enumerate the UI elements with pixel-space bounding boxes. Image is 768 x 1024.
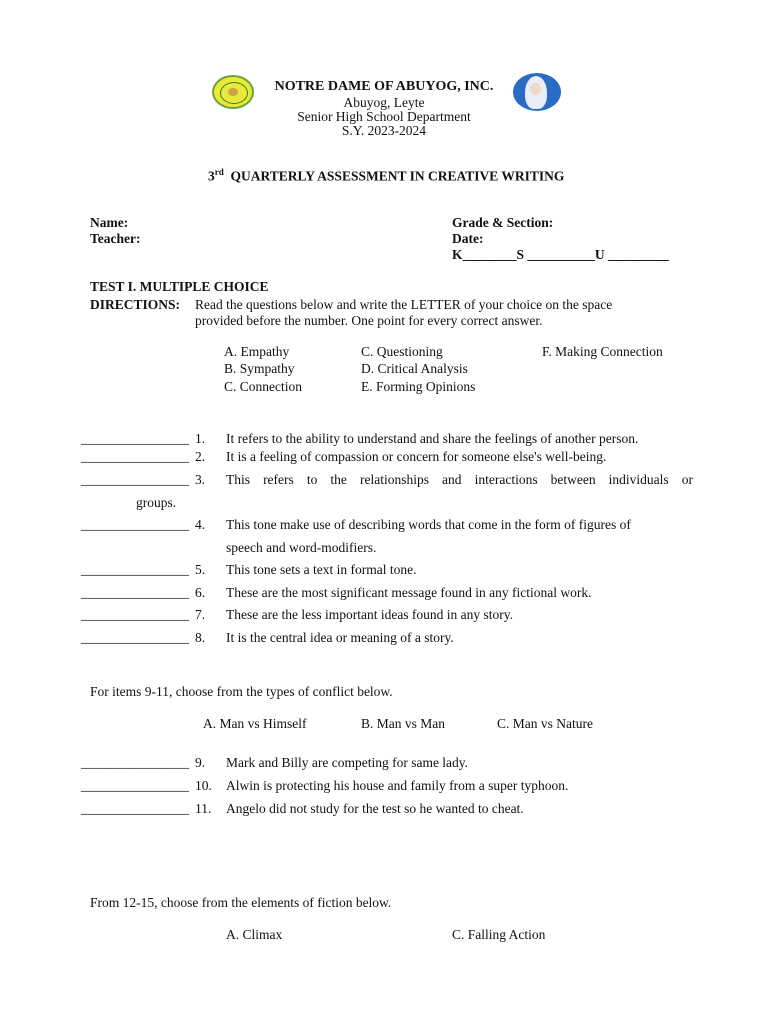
choice-c-connection: C. Connection bbox=[224, 379, 302, 394]
answer-blank[interactable]: ________________ bbox=[81, 517, 189, 532]
ksu-score-line: K________S __________U _________ bbox=[452, 247, 669, 262]
item-number: 1. bbox=[195, 431, 206, 446]
choice-f: F. Making Connection bbox=[542, 344, 663, 359]
item-question: This tone make use of describing words that come in the form of figures of bbox=[226, 517, 631, 532]
choice-c-questioning: C. Questioning bbox=[361, 344, 443, 359]
school-year: S.Y. 2023-2024 bbox=[341, 123, 427, 138]
item-number: 11. bbox=[195, 801, 212, 816]
conflict-instruction: For items 9-11, choose from the types of conflict below. bbox=[90, 684, 393, 699]
item-question: This tone sets a text in formal tone. bbox=[226, 562, 417, 577]
answer-blank[interactable]: ________________ bbox=[81, 431, 189, 446]
elements-option-a: A. Climax bbox=[226, 927, 283, 942]
conflict-option-b: B. Man vs Man bbox=[361, 716, 445, 731]
answer-blank[interactable]: ________________ bbox=[81, 801, 189, 816]
item-number: 4. bbox=[195, 517, 206, 532]
answer-blank[interactable]: ________________ bbox=[81, 585, 189, 600]
item-number: 8. bbox=[195, 630, 206, 645]
answer-blank[interactable]: ________________ bbox=[81, 472, 189, 487]
item-question: These are the less important ideas found in any story. bbox=[226, 607, 514, 622]
item-number: 9. bbox=[195, 755, 206, 770]
item-question: Angelo did not study for the test so he wanted to cheat. bbox=[226, 801, 524, 816]
item-question: Mark and Billy are competing for same lady. bbox=[226, 755, 469, 770]
answer-blank[interactable]: ________________ bbox=[81, 449, 189, 464]
conflict-option-c: C. Man vs Nature bbox=[497, 716, 593, 731]
conflict-option-a: A. Man vs Himself bbox=[203, 716, 307, 731]
item-number: 5. bbox=[195, 562, 206, 577]
elements-option-c: C. Falling Action bbox=[452, 927, 546, 942]
answer-blank[interactable]: ________________ bbox=[81, 778, 189, 793]
name-label: Name: bbox=[90, 215, 129, 230]
item-number: 2. bbox=[195, 449, 206, 464]
item-question: It is the central idea or meaning of a story. bbox=[226, 630, 454, 645]
date-label: Date: bbox=[452, 231, 484, 246]
directions-text-line1: Read the questions below and write the LETTER of your choice on the space bbox=[195, 297, 613, 312]
item-question: It is a feeling of compassion or concern for someone else's well-being. bbox=[226, 449, 607, 464]
item-number: 6. bbox=[195, 585, 206, 600]
answer-blank[interactable]: ________________ bbox=[81, 755, 189, 770]
grade-section-label: Grade & Section: bbox=[452, 215, 554, 230]
choice-b: B. Sympathy bbox=[224, 361, 295, 376]
item-question: It refers to the ability to understand and share the feelings of another person. bbox=[226, 431, 639, 446]
item-question: These are the most significant message found in any fictional work. bbox=[226, 585, 592, 600]
page-title: 3rd QUARTERLY ASSESSMENT IN CREATIVE WRITING bbox=[208, 167, 565, 184]
choice-a: A. Empathy bbox=[224, 344, 290, 359]
answer-blank[interactable]: ________________ bbox=[81, 630, 189, 645]
item-number: 3. bbox=[195, 472, 206, 487]
directions-text-line2: provided before the number. One point for every correct answer. bbox=[195, 313, 543, 328]
elements-instruction: From 12-15, choose from the elements of fiction below. bbox=[90, 895, 392, 910]
teacher-label: Teacher: bbox=[90, 231, 141, 246]
answer-blank[interactable]: ________________ bbox=[81, 607, 189, 622]
school-name: NOTRE DAME OF ABUYOG, INC. bbox=[274, 79, 494, 94]
directions-label: DIRECTIONS: bbox=[90, 297, 181, 312]
item-number: 10. bbox=[195, 778, 212, 793]
school-department: Senior High School Department bbox=[297, 109, 471, 124]
school-address: Abuyog, Leyte bbox=[343, 95, 425, 110]
choice-d: D. Critical Analysis bbox=[361, 361, 468, 376]
answer-blank[interactable]: ________________ bbox=[81, 562, 189, 577]
item-question: Alwin is protecting his house and family from a super typhoon. bbox=[226, 778, 569, 793]
item-question: This refers to the relationships and interactions between individuals or bbox=[226, 472, 693, 487]
choice-e: E. Forming Opinions bbox=[361, 379, 476, 394]
item-question-continuation: groups. bbox=[136, 495, 177, 510]
test-heading: TEST I. MULTIPLE CHOICE bbox=[90, 279, 269, 294]
item-number: 7. bbox=[195, 607, 206, 622]
item-question-continuation: speech and word-modifiers. bbox=[226, 540, 377, 555]
